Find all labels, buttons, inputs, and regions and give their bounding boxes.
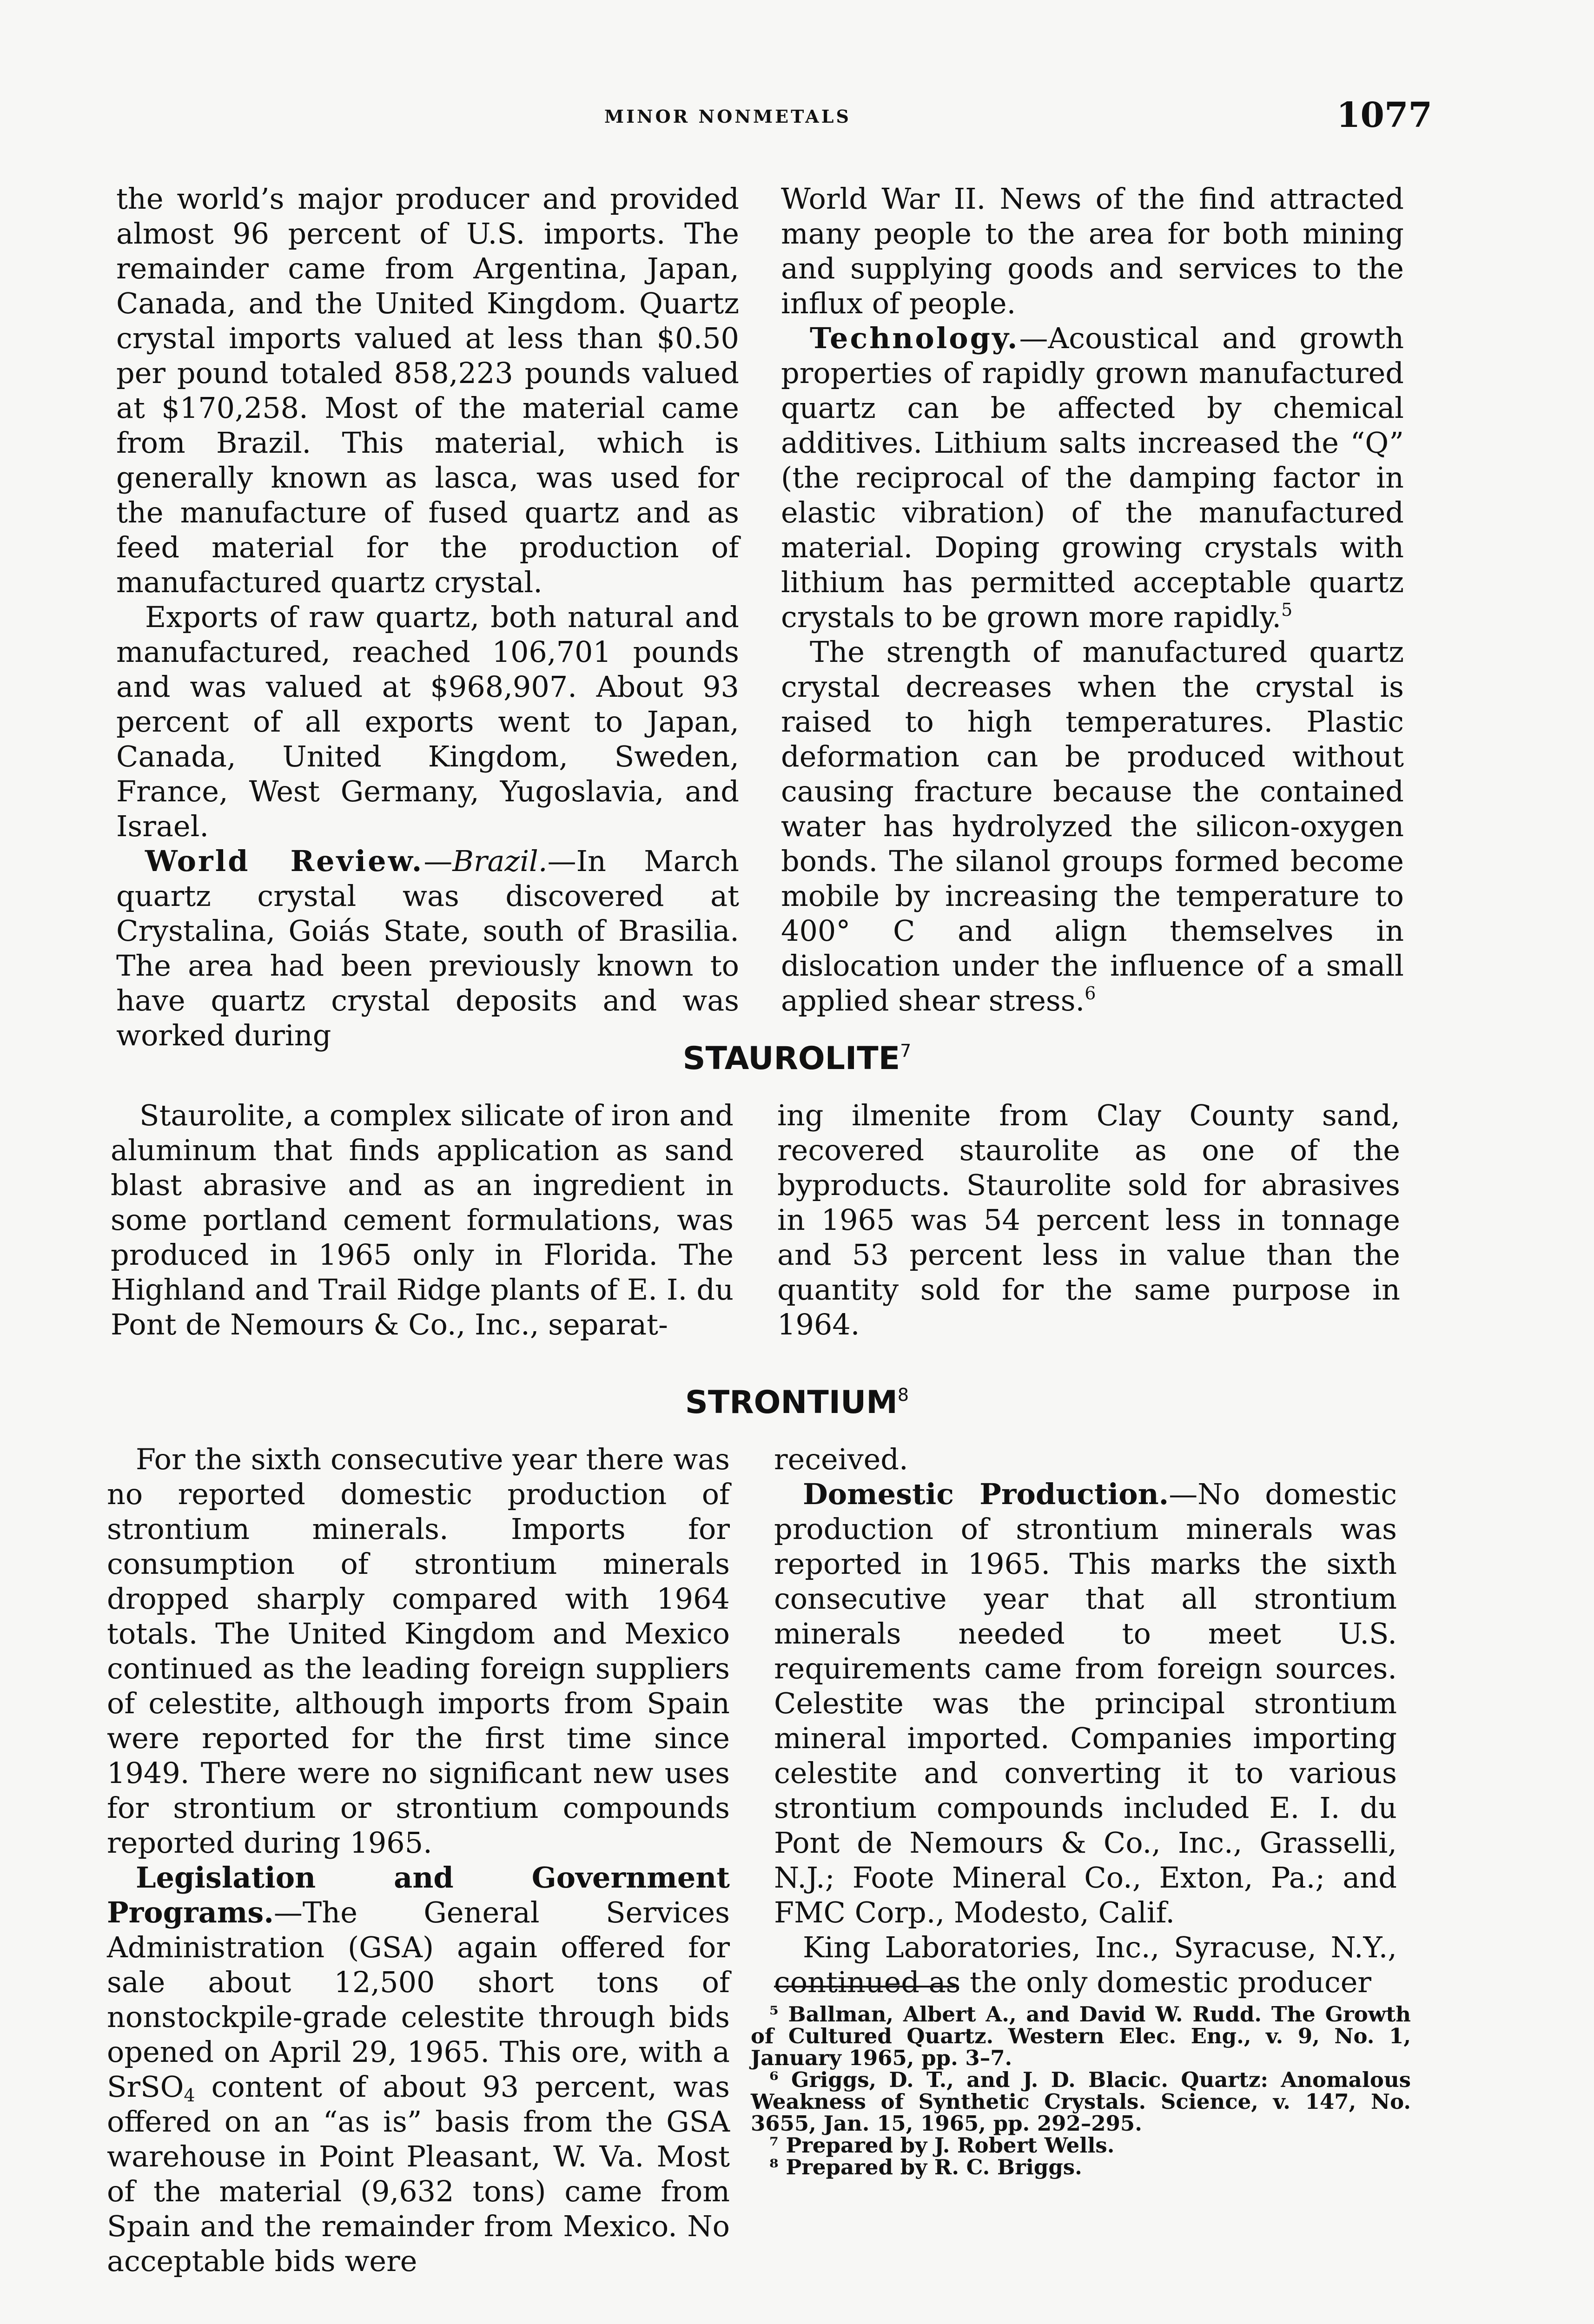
quartz-right-column [781,181,1404,1018]
domestic-production-text: —No domestic production of strontium minerals was reported in 1965. This marks the sixth consecutive year that all strontium minerals needed to meet U.S. requirements came from foreign sources. Celestite was the principal strontium mineral imported. Companies importing celestite and converting it to various strontium compounds included E. I. du Pont de Nemours & Co., Inc., Grasselli, N.J.; Foote Mineral Co., Exton, Pa.; and FMC Corp., Modesto, Calif. [774,1477,1397,1929]
staurolite-right-text: ing ilmenite from Clay County sand, recovered staurolite as one of the byproducts. Staurolite sold for abrasives in 1965 was 54 percent less in tonnage and 53 percent less in value than the quantity sold for the same purpose in 1964. [777,1098,1400,1341]
page-number: 1077 [1336,95,1432,135]
staurolite-title-text: STAUROLITE [682,1040,900,1077]
staurolite-left-text: Staurolite, a complex silicate of iron and aluminum that finds application as sand blast abrasive and as an ingredient in some portland cement formulations, was produced in 1965 only in Florida. The Highland and Trail Ridge plants of E. I. du Pont de Nemours & Co., Inc., separat- [111,1098,734,1341]
strontium-title-text: STRONTIUM [685,1384,898,1421]
quartz-exports-paragraph: Exports of raw quartz, both natural and manufactured, reached 106,701 pounds and was valued at $968,907. About 93 percent of all exports went to Japan, Canada, United Kingdom, Sweden, France, West Germany, Yugoslavia, and Israel. [116,600,739,843]
footnote-ref-5: 5 [1281,600,1293,620]
footnote-rule [774,1986,955,1987]
strontium-right-column [774,1442,1397,2000]
technology-heading: Technology. [810,321,1019,355]
quartz-left-paragraph-1: the world’s major producer and provided almost 96 percent of U.S. imports. The remainder came from Argentina, Japan, Canada, and the United Kingdom. Quartz crystal imports valued at less than $0.50 per pound totaled 858,223 pounds valued at $170,258. Most of the material came from Brazil. This material, which is generally known as lasca, was used for the manufacture of fused quartz and as feed material for the production of manufactured quartz crystal. [116,182,739,599]
staurolite-footnote-ref: 7 [900,1041,912,1061]
footnotes [751,2003,1411,2178]
quartz-right-paragraph-1: World War II. News of the find attracted many people to the area for both mining and supplying goods and services to the influx of people. [781,182,1404,320]
world-review-text: —In March quartz crystal was discovered at Crystalina, Goiás State, south of Brasilia. The area had been previously known to have quartz crystal deposits and was worked during [116,844,739,1052]
footnote-ref-6: 6 [1085,983,1096,1004]
strontium-heading [0,1384,1594,1421]
footnote-8: ⁸ Prepared by R. C. Briggs. [769,2155,1082,2179]
legislation-text-a: —The General Services Administration (GSA) again offered for sale about 12,500 short tons of nonstockpile-grade celestite through bids opened on April 29, 1965. This ore, with a SrSO [107,1895,730,2104]
staurolite-heading [0,1040,1594,1077]
footnote-5: ⁵ Ballman, Albert A., and David W. Rudd. The Growth of Cultured Quartz. Western Elec. Eng., v. 9, No. 1, January 1965, pp. 3–7. [751,2002,1411,2070]
world-review-heading: World Review. [145,844,424,878]
running-head: MINOR NONMETALS [604,106,851,127]
domestic-production-heading: Domestic Production. [803,1477,1169,1511]
quartz-left-column [116,181,739,1053]
world-review-dash: — [423,844,453,878]
staurolite-right-column [777,1098,1400,1342]
legislation-heading: Legislation and Government Programs. [107,1861,730,1929]
staurolite-left-column [111,1098,734,1342]
technology-paragraph [781,321,1404,634]
king-laboratories-paragraph: King Laboratories, Inc., Syracuse, N.Y., continued as the only domestic producer [774,1930,1397,1999]
strength-text: The strength of manufactured quartz crystal decreases when the crystal is raised to high temperatures. Plastic deformation can be produced without causing fracture because the contained water has hydrolyzed the silicon-oxygen bonds. The silanol groups formed become mobile by increasing the temperature to 400° C and align themselves in dislocation under the influence of a small applied shear stress. [781,635,1404,1017]
legislation-paragraph [107,1860,730,2278]
strontium-intro-paragraph: For the sixth consecutive year there was no reported domestic production of strontium minerals. Imports for consumption of strontium minerals dropped sharply compared with 1964 totals. The United Kingdom and Mexico continued as the leading foreign suppliers of celestite, although imports from Spain were reported for the first time since 1949. There were no significant new uses for strontium or strontium compounds reported during 1965. [107,1442,730,1860]
strontium-left-column [107,1442,730,2278]
legislation-text-b: content of about 93 percent, was offered on an “as is” basis from the GSA warehouse in Point Pleasant, W. Va. Most of the material (9,632 tons) came from Spain and the remainder from Mexico. No acceptable bids were [107,2070,730,2278]
strength-paragraph [781,634,1404,1018]
footnote-7: ⁷ Prepared by J. Robert Wells. [769,2133,1115,2158]
footnote-6: ⁶ Griggs, D. T., and J. D. Blacic. Quartz: Anomalous Weakness of Synthetic Crystals. Science, v. 147, No. 3655, Jan. 15, 1965, pp. 292–295. [751,2067,1411,2136]
world-review-paragraph [116,844,739,1053]
strontium-right-paragraph-1: received. [774,1442,908,1476]
world-review-country: Brazil. [452,844,548,878]
sulfate-subscript: 4 [184,2085,195,2106]
domestic-production-paragraph [774,1477,1397,1930]
technology-text: —Acoustical and growth properties of rapidly grown manufactured quartz can be affected by chemical additives. Lithium salts increased the “Q” (the reciprocal of the damping factor in elastic vibration) of the manufactured material. Doping growing crystals with lithium has permitted acceptable quartz crystals to be grown more rapidly. [781,321,1404,634]
strontium-footnote-ref: 8 [897,1385,909,1405]
